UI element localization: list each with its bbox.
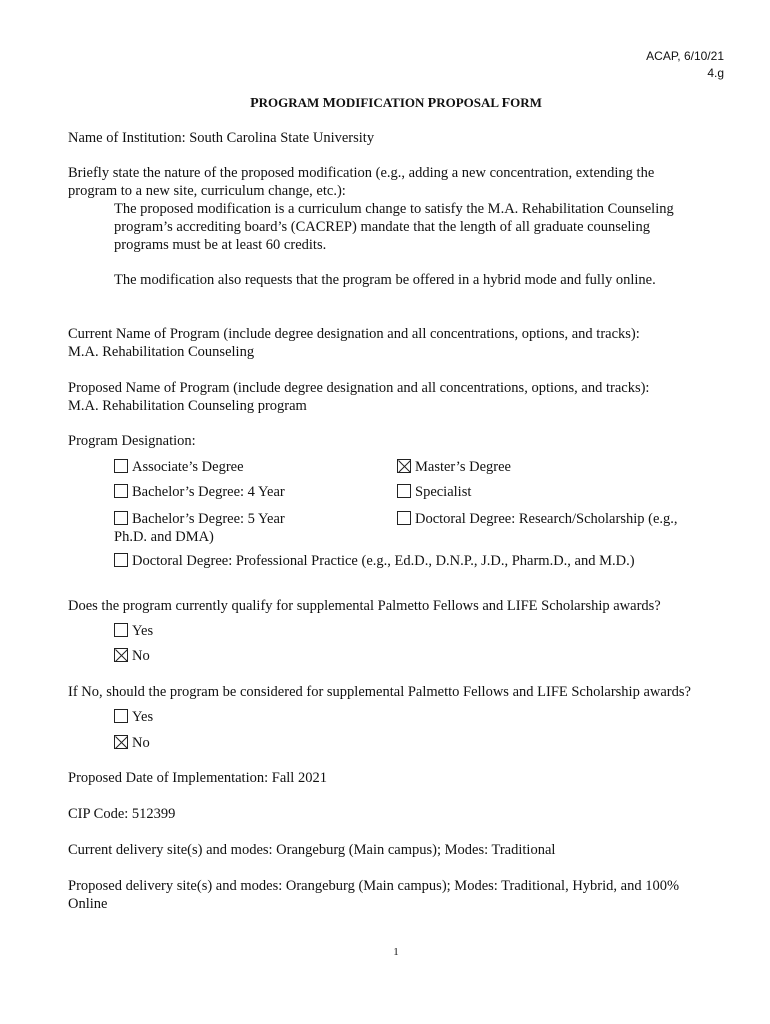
current-name-value: M.A. Rehabilitation Counseling — [68, 344, 255, 360]
option-doctoral-research-label: Doctoral Degree: Research/Scholarship (e.g., — [415, 511, 678, 527]
option-masters-label: Master’s Degree — [415, 459, 511, 475]
qualify-option-yes[interactable] — [114, 622, 153, 640]
current-name-label: Current Name of Program (include degree designation and all concentrations, options, and tracks): — [68, 326, 640, 342]
header-reference: ACAP, 6/10/21 — [646, 49, 724, 63]
qualify-no-label: No — [132, 648, 150, 664]
qualify-option-no[interactable] — [114, 647, 150, 665]
option-bachelors-5-label: Bachelor’s Degree: 5 Year — [132, 511, 285, 527]
current-delivery: Current delivery site(s) and modes: Orangeburg (Main campus); Modes: Traditional — [68, 842, 556, 858]
consider-option-yes[interactable] — [114, 708, 153, 726]
page-number: 1 — [393, 946, 399, 958]
checkbox-specialist[interactable] — [397, 484, 411, 498]
checkbox-qualify-yes[interactable] — [114, 623, 128, 637]
option-specialist[interactable] — [397, 483, 471, 501]
option-bachelors-4[interactable] — [114, 483, 285, 501]
option-doctoral-research[interactable] — [397, 510, 678, 528]
consider-question: If No, should the program be considered for supplemental Palmetto Fellows and LIFE Scholarship awards? — [68, 684, 691, 700]
option-masters[interactable] — [397, 458, 511, 476]
designation-label: Program Designation: — [68, 433, 196, 449]
checkbox-consider-yes[interactable] — [114, 709, 128, 723]
title-cap-3: P — [427, 96, 437, 111]
option-bachelors-5[interactable] — [114, 510, 285, 528]
nature-answer-line-4: The modification also requests that the program be offered in a hybrid mode and fully online. — [114, 272, 656, 288]
checkbox-masters-checked[interactable] — [397, 459, 411, 473]
option-doctoral-practice[interactable] — [114, 552, 635, 570]
nature-answer-line-1: The proposed modification is a curriculum change to satisfy the M.A. Rehabilitation Counseling — [114, 201, 674, 217]
implementation-date: Proposed Date of Implementation: Fall 2021 — [68, 770, 327, 786]
qualify-yes-label: Yes — [132, 623, 154, 639]
option-doctoral-research-continued: Ph.D. and DMA) — [114, 529, 214, 545]
proposed-delivery-line-1: Proposed delivery site(s) and modes: Orangeburg (Main campus); Modes: Traditional, Hybrid, and 100% — [68, 878, 680, 894]
title-cap-4: F — [501, 96, 511, 111]
checkbox-qualify-no-checked[interactable] — [114, 648, 128, 662]
consider-yes-label: Yes — [132, 709, 154, 725]
title-rest-2: ODIFICATION — [335, 95, 428, 110]
checkbox-bachelors-5[interactable] — [114, 511, 128, 525]
option-associates-label: Associate’s Degree — [132, 459, 244, 475]
proposed-name-value: M.A. Rehabilitation Counseling program — [68, 398, 307, 414]
institution-line: Name of Institution: South Carolina State University — [68, 130, 375, 146]
nature-prompt-line-1: Briefly state the nature of the proposed modification (e.g., adding a new concentration, extending the — [68, 165, 655, 181]
option-associates[interactable] — [114, 458, 244, 476]
header-item-number: 4.g — [707, 66, 724, 80]
nature-answer-line-3: programs must be at least 60 credits. — [114, 237, 327, 253]
nature-prompt-line-2: program to a new site, curriculum change, etc.): — [68, 183, 346, 199]
title-rest-1: ROGRAM — [258, 95, 323, 110]
form-title — [0, 94, 770, 113]
checkbox-bachelors-4[interactable] — [114, 484, 128, 498]
consider-option-no[interactable] — [114, 734, 150, 752]
nature-answer-line-2: program’s accrediting board’s (CACREP) mandate that the length of all graduate counseling — [114, 219, 650, 235]
title-cap-2: M — [322, 96, 336, 111]
option-bachelors-4-label: Bachelor’s Degree: 4 Year — [132, 484, 285, 500]
checkbox-doctoral-practice[interactable] — [114, 553, 128, 567]
option-doctoral-practice-label: Doctoral Degree: Professional Practice (e.g., Ed.D., D.N.P., J.D., Pharm.D., and M.D.) — [132, 553, 635, 569]
checkbox-consider-no-checked[interactable] — [114, 735, 128, 749]
proposed-delivery-line-2: Online — [68, 896, 108, 912]
title-rest-4: ORM — [510, 95, 542, 110]
title-rest-3: ROPOSAL — [436, 95, 502, 110]
cip-code: CIP Code: 512399 — [68, 806, 176, 822]
checkbox-associates[interactable] — [114, 459, 128, 473]
option-specialist-label: Specialist — [415, 484, 472, 500]
checkbox-doctoral-research[interactable] — [397, 511, 411, 525]
title-cap-1: P — [250, 96, 259, 111]
qualify-question: Does the program currently qualify for supplemental Palmetto Fellows and LIFE Scholarship awards? — [68, 598, 661, 614]
proposed-name-label: Proposed Name of Program (include degree designation and all concentrations, options, and tracks): — [68, 380, 650, 396]
consider-no-label: No — [132, 735, 150, 751]
